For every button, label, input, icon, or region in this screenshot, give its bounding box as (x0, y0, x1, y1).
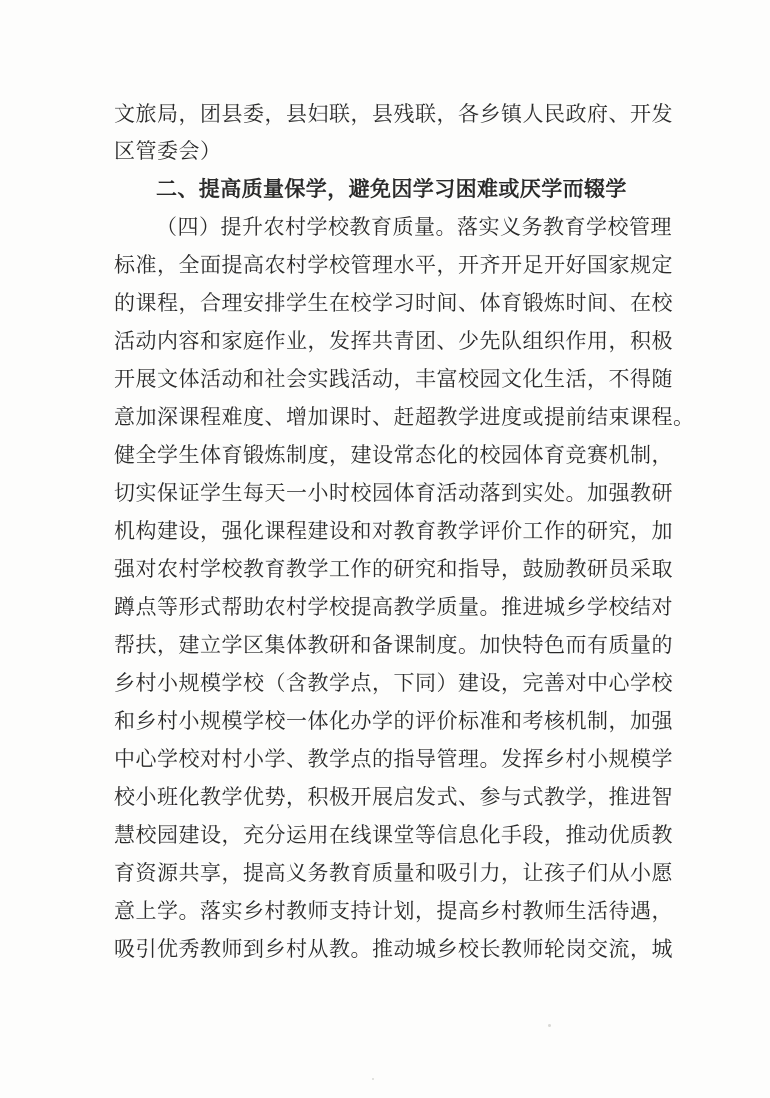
scan-speck (548, 1024, 551, 1027)
paragraph-line: 蹲点等形式帮助农村学校提高教学质量。推进城乡学校结对 (114, 595, 673, 619)
paragraph-first-line: （四）提升农村学校教育质量。落实义务教育学校管理 (156, 215, 672, 239)
paragraph-line: 活动内容和家庭作业，发挥共青团、少先队组织作用，积极 (114, 329, 673, 353)
text-line-2: 区管委会） (114, 139, 222, 163)
paragraph-line: 强对农村学校教育教学工作的研究和指导，鼓励教研员采取 (114, 557, 673, 581)
paragraph-line: 健全学生体育锻炼制度，建设常态化的校园体育竞赛机制， (114, 443, 673, 467)
paragraph-line: 意上学。落实乡村教师支持计划，提高乡村教师生活待遇， (114, 899, 673, 923)
paragraph-line: 机构建设，强化课程建设和对教育教学评价工作的研究，加 (114, 519, 673, 543)
paragraph-line: 中心学校对村小学、教学点的指导管理。发挥乡村小规模学 (114, 747, 673, 771)
paragraph-line: 慧校园建设，充分运用在线课堂等信息化手段，推动优质教 (114, 823, 673, 847)
paragraph-line: 乡村小规模学校（含教学点，下同）建设，完善对中心学校 (114, 671, 673, 695)
paragraph-line: 开展文体活动和社会实践活动，丰富校园文化生活，不得随 (114, 367, 673, 391)
paragraph-line: 校小班化教学优势，积极开展启发式、参与式教学，推进智 (114, 785, 673, 809)
paragraph-line: 的课程，合理安排学生在校学习时间、体育锻炼时间、在校 (114, 291, 673, 315)
scan-speck (372, 1078, 374, 1080)
text-line-1: 文旅局，团县委，县妇联，县残联，各乡镇人民政府、开发 (114, 102, 673, 126)
paragraph-line: 帮扶，建立学区集体教研和备课制度。加快特色而有质量的 (114, 633, 673, 657)
paragraph-line: 育资源共享，提高义务教育质量和吸引力，让孩子们从小愿 (114, 861, 673, 885)
paragraph-line: 切实保证学生每天一小时校园体育活动落到实处。加强教研 (114, 481, 673, 505)
paragraph-line: 和乡村小规模学校一体化办学的评价标准和考核机制，加强 (114, 709, 673, 733)
paragraph-line: 意加深课程难度、增加课时、赶超教学进度或提前结束课程。 (114, 405, 695, 429)
paragraph-line: 吸引优秀教师到乡村从教。推动城乡校长教师轮岗交流，城 (114, 937, 673, 961)
section-heading: 二、提高质量保学，避免因学习困难或厌学而辍学 (156, 177, 627, 201)
paragraph-line: 标准，全面提高农村学校管理水平，开齐开足开好国家规定 (114, 253, 673, 277)
